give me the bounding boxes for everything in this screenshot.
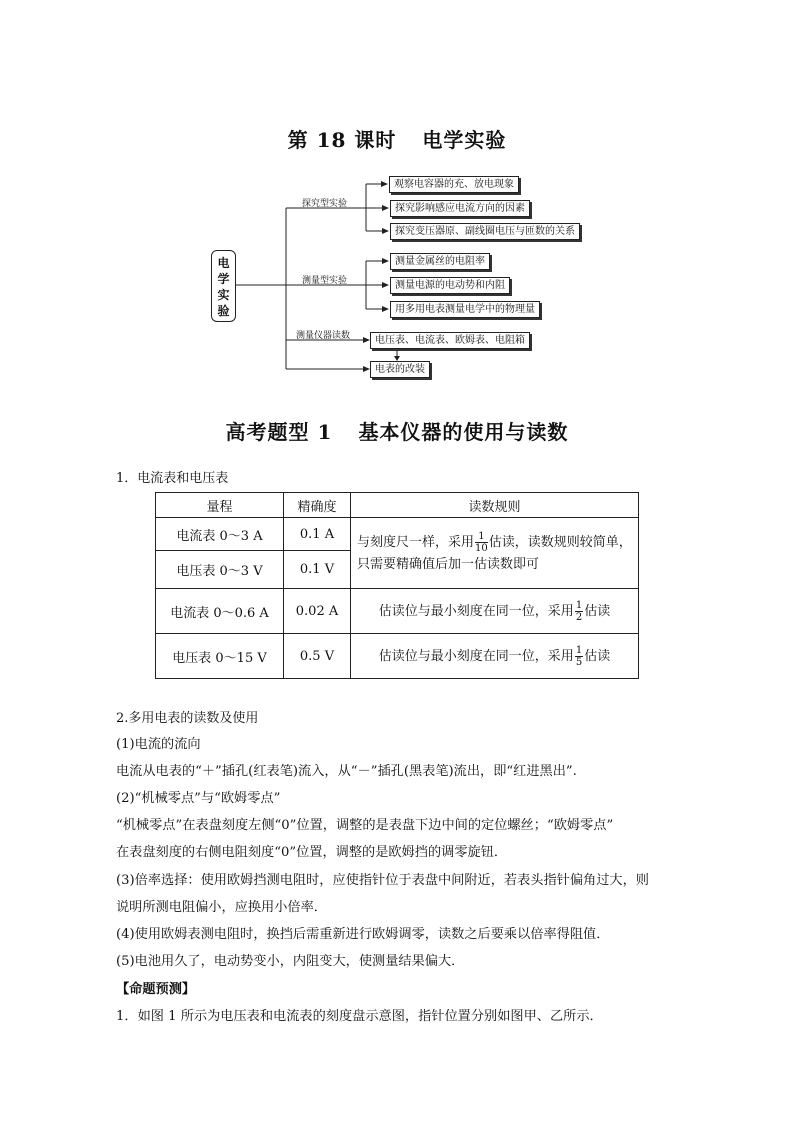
diagram-root-label: 电学实验 [217,256,230,318]
meter-table [155,492,639,679]
table-header: 精确度 [284,493,351,518]
precision-cell: 0.1 V [284,551,351,589]
table-row [156,634,639,679]
range-cell: 电流表 0～3 A [156,518,284,551]
question-text: 1．如图 1 所示为电压表和电流表的刻度盘示意图，指针位置分别如图甲、乙所示． [116,1009,603,1024]
diagram-item: 测量金属丝的电阻率 [390,253,490,270]
paragraph: (5)电池用久了，电动势变小，内阻变大，使测量结果偏大． [116,954,465,969]
fraction-numerator: 1 [575,644,583,656]
paragraph: 电流从电表的“＋”插孔(红表笔)流入，从“－”插孔(黑表笔)流出，即“红进黑出”. [116,764,577,779]
precision-cell: 0.5 V [284,634,351,679]
table-header: 读数规则 [351,493,639,518]
fraction-denominator: 2 [575,611,583,623]
paragraph: (4)使用欧姆表测电阻时，换挡后需重新进行欧姆调零，读数之后要乘以倍率得阻值． [116,927,610,942]
fraction-denominator: 5 [575,656,583,668]
diagram-item: 电压表、电流表、欧姆表、电阻箱 [370,332,530,349]
subsection-heading: 2.多用电表的读数及使用 [116,711,259,726]
paragraph: 在表盘刻度的右侧电阻刻度“0”位置，调整的是欧姆挡的调零旋钮． [116,845,508,860]
fraction [475,531,488,554]
fraction [575,645,583,668]
subsection-heading: 1．电流表和电压表 [116,471,229,486]
precision-cell: 0.1 A [284,518,351,551]
prediction-heading: 【命题预测】 [116,982,196,997]
lesson-number: 第 18 课时 [287,128,397,152]
rule-text: 估读位与最小刻度在同一位，采用 [378,603,574,619]
section-number: 高考题型 1 [225,420,333,444]
lesson-name: 电学实验 [422,128,507,152]
table-row [156,589,639,634]
precision-cell: 0.02 A [284,589,351,634]
section-name: 基本仪器的使用与读数 [358,420,569,444]
diagram-item: 探究影响感应电流方向的因素 [390,200,530,217]
fraction-numerator: 1 [575,599,583,611]
paragraph: 说明所测电阻偏小，应换用小倍率． [116,900,327,915]
range-cell: 电流表 0～0.6 A [156,589,284,634]
fraction-denominator: 10 [475,542,488,554]
range-cell: 电压表 0～15 V [156,634,284,679]
table-row [156,518,639,551]
paragraph: (1)电流的流向 [116,737,201,752]
diagram-item: 电表的改装 [370,361,430,378]
paragraph: “机械零点”在表盘刻度左侧“0”位置，调整的是表盘下边中间的定位螺丝；“欧姆零点” [116,818,614,833]
diagram-item: 测量电源的电动势和内阻 [390,277,510,294]
diagram-item: 探究变压器原、副线圈电压与匝数的关系 [390,223,580,240]
table-header: 量程 [156,493,284,518]
rule-cell [351,634,639,679]
diagram-item: 观察电容器的充、放电现象 [389,176,519,193]
section-title [0,416,794,445]
branch-label-instrument: 测量仪器读数 [296,331,351,341]
rule-text: 估读 [584,648,611,664]
rule-text: 估读，读数规则较简单， [488,534,632,550]
diagram-item: 用多用电表测量电学中的物理量 [390,301,540,318]
rule-text: 与刻度尺一样，采用 [357,534,475,550]
paragraph: (2)“机械零点”与“欧姆零点” [116,791,281,806]
rule-text: 估读位与最小刻度在同一位，采用 [378,648,574,664]
rule-text: 只需要精确值后加一估读数即可 [357,556,540,572]
rule-cell [351,589,639,634]
rule-text: 估读 [584,603,611,619]
diagram-root [211,250,236,322]
fraction [575,600,583,623]
fraction-numerator: 1 [475,531,488,543]
paragraph: (3)倍率选择：使用欧姆挡测电阻时，应使指针位于表盘中间附近，若表头指针偏角过大，则 [116,873,649,888]
branch-label-explore: 探究型实验 [302,199,348,209]
table-header-row [156,493,639,518]
rule-cell [351,518,639,589]
range-cell: 电压表 0～3 V [156,551,284,589]
branch-label-measure: 测量型实验 [302,276,348,286]
